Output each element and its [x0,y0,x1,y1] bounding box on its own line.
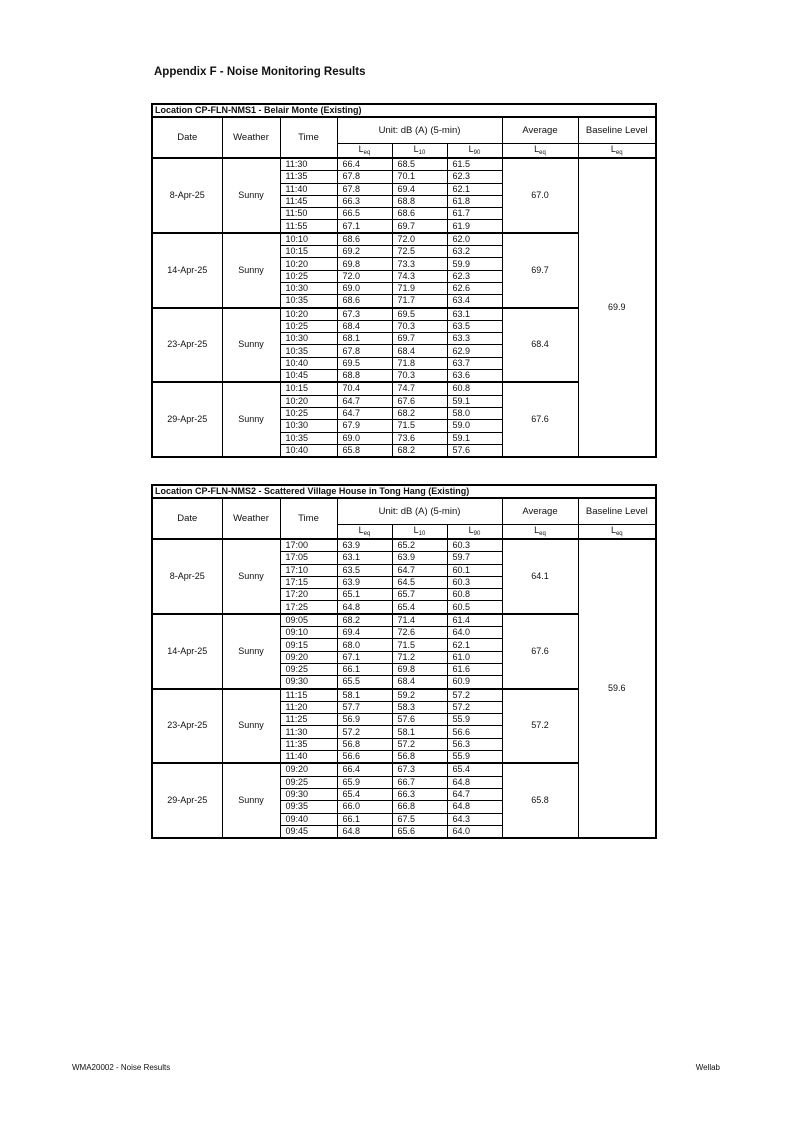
header-average-leq [502,525,578,540]
header-baseline: Baseline Level [578,117,656,144]
l10-cell: 69.7 [392,333,447,345]
noise-table [151,484,657,839]
l10-cell: 64.5 [392,576,447,588]
time-cell: 09:40 [280,813,337,825]
leq-cell: 67.1 [337,651,392,663]
l90-cell: 61.0 [447,651,502,663]
average-cell: 64.1 [502,539,578,614]
leq-cell: 72.0 [337,270,392,282]
footer-company: Wellab [695,1063,720,1072]
location-title: Location CP-FLN-NMS2 - Scattered Village House in Tong Hang (Existing) [152,485,656,498]
date-cell: 23-Apr-25 [152,689,222,764]
header-l90-symbol: L [468,525,474,535]
leq-cell: 56.6 [337,751,392,764]
l10-cell: 73.6 [392,432,447,444]
leq-cell: 57.2 [337,726,392,738]
average-cell: 67.6 [502,614,578,689]
leq-cell: 65.5 [337,676,392,689]
date-cell: 8-Apr-25 [152,158,222,233]
leq-cell: 58.1 [337,689,392,702]
l90-cell: 63.1 [447,308,502,321]
time-cell: 11:50 [280,208,337,220]
time-cell: 17:10 [280,564,337,576]
leq-cell: 65.4 [337,788,392,800]
l90-cell: 64.7 [447,788,502,800]
l10-cell: 69.5 [392,308,447,321]
leq-cell: 67.3 [337,308,392,321]
leq-cell: 64.7 [337,395,392,407]
time-cell: 10:10 [280,233,337,246]
l10-cell: 72.6 [392,627,447,639]
table-row [152,158,656,171]
header-unit: Unit: dB (A) (5-min) [337,498,502,525]
time-cell: 11:45 [280,195,337,207]
header-average-leq [502,144,578,159]
header-l10 [392,144,447,159]
l10-cell: 71.7 [392,295,447,308]
leq-cell: 67.8 [337,345,392,357]
l10-cell: 65.6 [392,825,447,838]
time-cell: 10:35 [280,432,337,444]
date-cell: 8-Apr-25 [152,539,222,614]
l90-cell: 60.3 [447,539,502,552]
leq-cell: 69.5 [337,357,392,369]
time-cell: 09:20 [280,651,337,663]
time-cell: 10:15 [280,246,337,258]
l90-cell: 61.8 [447,195,502,207]
l10-cell: 71.4 [392,614,447,627]
time-cell: 10:20 [280,308,337,321]
l90-cell: 61.6 [447,663,502,675]
l10-cell: 70.3 [392,370,447,383]
time-cell: 09:45 [280,825,337,838]
l10-cell: 71.5 [392,420,447,432]
l90-cell: 62.3 [447,171,502,183]
time-cell: 11:55 [280,220,337,233]
header-baseline-leq-subscript: eq [615,150,623,156]
header-l90-symbol: L [468,144,474,154]
time-cell: 10:35 [280,295,337,308]
time-cell: 10:30 [280,282,337,294]
l90-cell: 59.1 [447,432,502,444]
l90-cell: 62.0 [447,233,502,246]
average-cell: 68.4 [502,308,578,383]
l10-cell: 58.3 [392,701,447,713]
date-cell: 14-Apr-25 [152,233,222,308]
l90-cell: 62.3 [447,270,502,282]
time-cell: 09:20 [280,763,337,776]
weather-cell: Sunny [222,763,280,838]
l10-cell: 57.6 [392,714,447,726]
header-leq [337,144,392,159]
leq-cell: 64.8 [337,601,392,614]
l90-cell: 63.3 [447,333,502,345]
time-cell: 10:25 [280,270,337,282]
time-cell: 11:40 [280,751,337,764]
l10-cell: 70.3 [392,320,447,332]
header-average: Average [502,117,578,144]
header-weather: Weather [222,117,280,158]
l10-cell: 65.4 [392,601,447,614]
header-average-leq-symbol: L [534,144,540,154]
time-cell: 10:20 [280,395,337,407]
l90-cell: 64.3 [447,813,502,825]
header-l10 [392,525,447,540]
l90-cell: 61.7 [447,208,502,220]
location-title: Location CP-FLN-NMS1 - Belair Monte (Existing) [152,104,656,117]
header-leq-subscript: eq [363,531,371,537]
leq-cell: 63.1 [337,552,392,564]
header-baseline-leq-symbol: L [610,144,616,154]
time-cell: 10:40 [280,444,337,457]
header-weather: Weather [222,498,280,539]
leq-cell: 64.7 [337,407,392,419]
l10-cell: 58.1 [392,726,447,738]
time-cell: 11:25 [280,714,337,726]
leq-cell: 69.0 [337,282,392,294]
time-cell: 10:40 [280,357,337,369]
l90-cell: 60.1 [447,564,502,576]
time-cell: 10:45 [280,370,337,383]
header-row [152,117,656,144]
leq-cell: 66.4 [337,158,392,171]
footer-document-ref: WMA20002 - Noise Results [72,1063,171,1072]
leq-cell: 68.6 [337,233,392,246]
l90-cell: 61.4 [447,614,502,627]
leq-cell: 66.0 [337,801,392,813]
leq-cell: 65.9 [337,776,392,788]
time-cell: 11:40 [280,183,337,195]
header-row [152,498,656,525]
time-cell: 10:30 [280,420,337,432]
header-average-leq-subscript: eq [539,150,546,156]
l90-cell: 58.0 [447,407,502,419]
leq-cell: 67.8 [337,171,392,183]
weather-cell: Sunny [222,233,280,308]
header-baseline-leq [578,525,656,540]
header-baseline: Baseline Level [578,498,656,525]
l90-cell: 63.7 [447,357,502,369]
time-cell: 10:30 [280,333,337,345]
time-cell: 09:30 [280,676,337,689]
noise-table-nms2 [151,484,655,839]
header-date: Date [152,498,222,539]
time-cell: 10:25 [280,407,337,419]
l10-cell: 65.7 [392,589,447,601]
l90-cell: 57.2 [447,689,502,702]
leq-cell: 66.5 [337,208,392,220]
leq-cell: 67.1 [337,220,392,233]
l10-cell: 74.7 [392,382,447,395]
l10-cell: 67.5 [392,813,447,825]
l90-cell: 61.9 [447,220,502,233]
l10-cell: 68.8 [392,195,447,207]
l10-cell: 68.4 [392,345,447,357]
l90-cell: 60.8 [447,382,502,395]
time-cell: 17:00 [280,539,337,552]
l90-cell: 65.4 [447,763,502,776]
location-row [152,485,656,498]
leq-cell: 68.2 [337,614,392,627]
noise-table [151,103,657,458]
l90-cell: 62.1 [447,639,502,651]
weather-cell: Sunny [222,158,280,233]
header-leq-symbol: L [358,525,364,535]
leq-cell: 65.1 [337,589,392,601]
l10-cell: 71.8 [392,357,447,369]
leq-cell: 69.4 [337,627,392,639]
time-cell: 10:15 [280,382,337,395]
header-l10-symbol: L [413,144,419,154]
weather-cell: Sunny [222,689,280,764]
time-cell: 09:25 [280,663,337,675]
l10-cell: 67.6 [392,395,447,407]
l90-cell: 62.9 [447,345,502,357]
l10-cell: 69.7 [392,220,447,233]
header-l10-symbol: L [413,525,419,535]
leq-cell: 68.0 [337,639,392,651]
time-cell: 09:15 [280,639,337,651]
l10-cell: 71.9 [392,282,447,294]
l10-cell: 73.3 [392,258,447,270]
page-title: Appendix F - Noise Monitoring Results [154,66,366,78]
average-cell: 65.8 [502,763,578,838]
l90-cell: 59.9 [447,258,502,270]
l10-cell: 67.3 [392,763,447,776]
header-l10-subscript: 10 [418,531,426,537]
l90-cell: 59.0 [447,420,502,432]
header-l10-subscript: 10 [418,150,426,156]
l90-cell: 57.2 [447,701,502,713]
header-baseline-leq [578,144,656,159]
leq-cell: 68.4 [337,320,392,332]
time-cell: 09:30 [280,788,337,800]
time-cell: 10:25 [280,320,337,332]
l90-cell: 64.8 [447,801,502,813]
l10-cell: 74.3 [392,270,447,282]
leq-cell: 66.1 [337,813,392,825]
leq-cell: 57.7 [337,701,392,713]
l90-cell: 63.4 [447,295,502,308]
average-cell: 67.0 [502,158,578,233]
weather-cell: Sunny [222,308,280,383]
l90-cell: 59.7 [447,552,502,564]
header-time: Time [280,117,337,158]
time-cell: 11:35 [280,738,337,750]
l10-cell: 70.1 [392,171,447,183]
time-cell: 11:35 [280,171,337,183]
leq-cell: 68.1 [337,333,392,345]
header-l90-subscript: 90 [473,531,481,537]
header-unit: Unit: dB (A) (5-min) [337,117,502,144]
l10-cell: 68.2 [392,407,447,419]
l10-cell: 68.4 [392,676,447,689]
l10-cell: 71.2 [392,651,447,663]
l90-cell: 60.9 [447,676,502,689]
leq-cell: 56.8 [337,738,392,750]
leq-cell: 56.9 [337,714,392,726]
leq-cell: 66.1 [337,663,392,675]
average-cell: 57.2 [502,689,578,764]
l90-cell: 55.9 [447,714,502,726]
leq-cell: 69.0 [337,432,392,444]
time-cell: 17:15 [280,576,337,588]
time-cell: 17:25 [280,601,337,614]
leq-cell: 63.9 [337,539,392,552]
header-average: Average [502,498,578,525]
leq-cell: 68.8 [337,370,392,383]
time-cell: 17:20 [280,589,337,601]
baseline-cell: 59.6 [578,539,656,838]
l10-cell: 72.0 [392,233,447,246]
leq-cell: 63.5 [337,564,392,576]
leq-cell: 69.2 [337,246,392,258]
date-cell: 29-Apr-25 [152,763,222,838]
l10-cell: 57.2 [392,738,447,750]
time-cell: 09:10 [280,627,337,639]
l90-cell: 62.6 [447,282,502,294]
header-baseline-leq-symbol: L [610,525,616,535]
time-cell: 09:05 [280,614,337,627]
l10-cell: 68.5 [392,158,447,171]
l10-cell: 71.5 [392,639,447,651]
l90-cell: 60.8 [447,589,502,601]
noise-table-nms1 [151,103,655,458]
leq-cell: 66.4 [337,763,392,776]
l10-cell: 68.2 [392,444,447,457]
header-baseline-leq-subscript: eq [615,531,623,537]
leq-cell: 69.8 [337,258,392,270]
l90-cell: 63.6 [447,370,502,383]
l10-cell: 65.2 [392,539,447,552]
leq-cell: 65.8 [337,444,392,457]
header-average-leq-symbol: L [534,525,540,535]
weather-cell: Sunny [222,539,280,614]
time-cell: 11:30 [280,158,337,171]
date-cell: 29-Apr-25 [152,382,222,457]
leq-cell: 63.9 [337,576,392,588]
leq-cell: 68.6 [337,295,392,308]
leq-cell: 66.3 [337,195,392,207]
l10-cell: 66.3 [392,788,447,800]
l10-cell: 66.8 [392,801,447,813]
time-cell: 11:15 [280,689,337,702]
l90-cell: 64.0 [447,627,502,639]
l90-cell: 64.8 [447,776,502,788]
table-row [152,539,656,552]
l90-cell: 63.5 [447,320,502,332]
l90-cell: 63.2 [447,246,502,258]
average-cell: 67.6 [502,382,578,457]
l10-cell: 69.4 [392,183,447,195]
baseline-cell: 69.9 [578,158,656,457]
l10-cell: 68.6 [392,208,447,220]
l10-cell: 56.8 [392,751,447,764]
date-cell: 14-Apr-25 [152,614,222,689]
header-l90 [447,144,502,159]
l90-cell: 57.6 [447,444,502,457]
header-leq-subscript: eq [363,150,371,156]
weather-cell: Sunny [222,382,280,457]
leq-cell: 67.9 [337,420,392,432]
l90-cell: 60.5 [447,601,502,614]
weather-cell: Sunny [222,614,280,689]
date-cell: 23-Apr-25 [152,308,222,383]
time-cell: 10:20 [280,258,337,270]
header-leq-symbol: L [358,144,364,154]
l90-cell: 60.3 [447,576,502,588]
l10-cell: 64.7 [392,564,447,576]
header-l90 [447,525,502,540]
leq-cell: 64.8 [337,825,392,838]
l10-cell: 63.9 [392,552,447,564]
time-cell: 11:20 [280,701,337,713]
l10-cell: 66.7 [392,776,447,788]
location-row [152,104,656,117]
average-cell: 69.7 [502,233,578,308]
leq-cell: 70.4 [337,382,392,395]
l10-cell: 59.2 [392,689,447,702]
l10-cell: 72.5 [392,246,447,258]
l10-cell: 69.8 [392,663,447,675]
l90-cell: 55.9 [447,751,502,764]
header-l90-subscript: 90 [473,150,481,156]
time-cell: 17:05 [280,552,337,564]
time-cell: 09:25 [280,776,337,788]
time-cell: 11:30 [280,726,337,738]
l90-cell: 61.5 [447,158,502,171]
l90-cell: 64.0 [447,825,502,838]
l90-cell: 59.1 [447,395,502,407]
l90-cell: 62.1 [447,183,502,195]
time-cell: 10:35 [280,345,337,357]
header-date: Date [152,117,222,158]
header-average-leq-subscript: eq [539,531,546,537]
header-time: Time [280,498,337,539]
l90-cell: 56.6 [447,726,502,738]
time-cell: 09:35 [280,801,337,813]
leq-cell: 67.8 [337,183,392,195]
l90-cell: 56.3 [447,738,502,750]
header-leq [337,525,392,540]
